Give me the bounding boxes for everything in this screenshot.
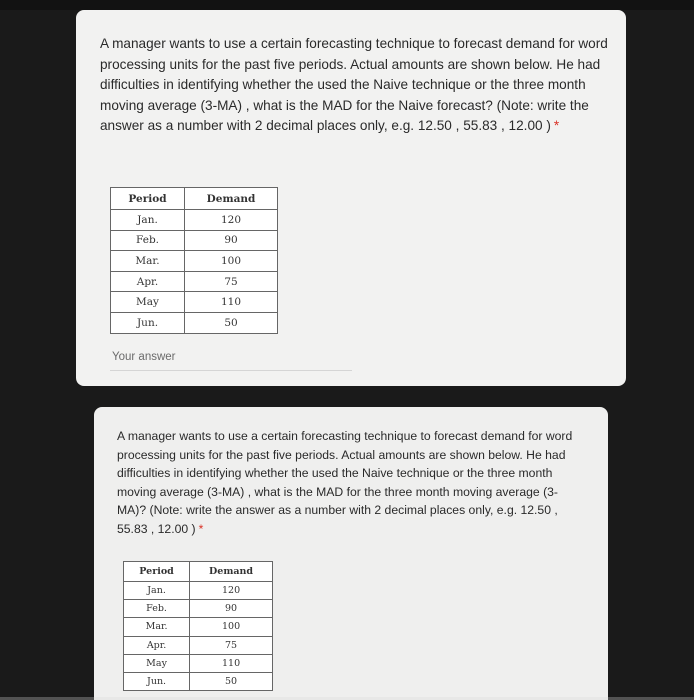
table-row: Mar. 100 bbox=[111, 251, 278, 272]
demand-table bbox=[123, 561, 273, 691]
table-row: May 110 bbox=[124, 654, 273, 672]
required-asterisk: * bbox=[553, 118, 560, 133]
table-row: Jun. 50 bbox=[124, 672, 273, 690]
question-card-naive bbox=[76, 10, 626, 386]
table-row: Apr. 75 bbox=[111, 271, 278, 292]
table-header-demand: Demand bbox=[190, 562, 273, 582]
table-row: Feb. 90 bbox=[111, 230, 278, 251]
question-text: A manager wants to use a certain forecasting technique to forecast demand for word processing units for the past five periods. Actual amounts are shown below. He had difficulties in identifying whether the used the Naive technique or the three month moving average (3-MA) , what is the MAD for the three month moving average (3-MA)? (Note: write the answer as a number with 2 decimal places only, e.g. 12.50 , 55.83 , 12.00 ) * bbox=[117, 429, 573, 536]
table-header-period: Period bbox=[111, 188, 185, 210]
answer-input[interactable]: Your answer bbox=[112, 351, 176, 363]
demand-table bbox=[110, 187, 278, 334]
photo-background bbox=[0, 0, 694, 10]
question-text: A manager wants to use a certain forecasting technique to forecast demand for word processing units for the past five periods. Actual amounts are shown below. He had difficulties in identifying whether the used the Naive technique or the three month moving average (3-MA) , what is the MAD for the Naive forecast? (Note: write the answer as a number with 2 decimal places only, e.g. 12.50 , 55.83 , 12.00 ) * bbox=[100, 36, 608, 133]
table-header-period: Period bbox=[124, 562, 190, 582]
table-row: May 110 bbox=[111, 292, 278, 313]
table-header-demand: Demand bbox=[185, 188, 278, 210]
question-card-3ma bbox=[94, 407, 608, 700]
table-row: Apr. 75 bbox=[124, 636, 273, 654]
table-row: Jan. 120 bbox=[124, 582, 273, 600]
answer-underline bbox=[110, 370, 352, 371]
table-row: Jan. 120 bbox=[111, 210, 278, 231]
table-row: Mar. 100 bbox=[124, 618, 273, 636]
table-row: Feb. 90 bbox=[124, 600, 273, 618]
table-row: Jun. 50 bbox=[111, 312, 278, 333]
required-asterisk: * bbox=[198, 521, 204, 536]
